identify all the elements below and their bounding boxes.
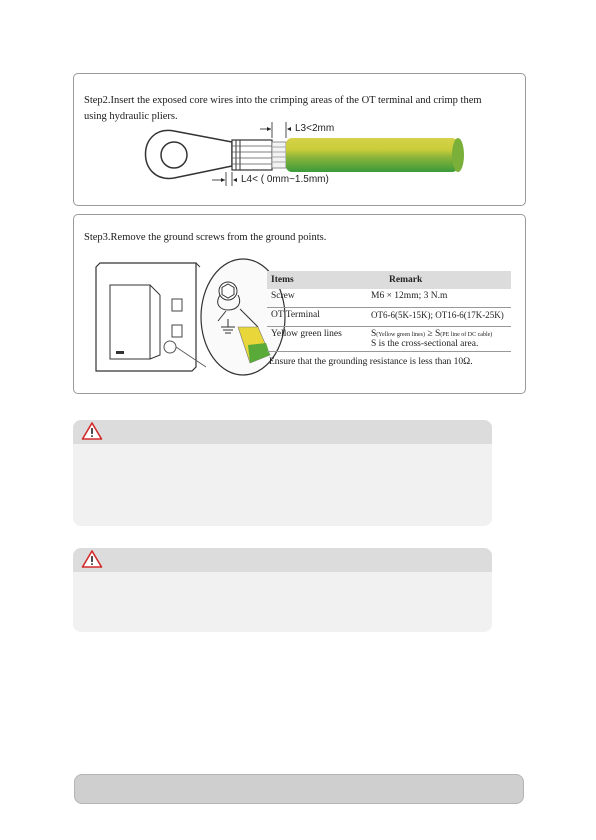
yg-sub2: (PE line of DC cable): [440, 332, 493, 338]
warning-triangle-icon: [81, 549, 103, 574]
table-cell-remark: M6 × 12mm; 3 N.m: [367, 289, 511, 308]
step3-panel: [73, 214, 526, 394]
grounding-note: Ensure that the grounding resistance is less than 10Ω.: [269, 357, 473, 367]
warning-triangle-icon: [81, 421, 103, 446]
step2-text-line1: Step2.Insert the exposed core wires into the crimping areas of the OT terminal and crimp them: [84, 95, 482, 106]
step2-text-line2: using hydraulic pliers.: [84, 111, 178, 122]
warning-header: [73, 420, 492, 444]
table-cell-remark: [367, 327, 511, 352]
step2-panel: [73, 73, 526, 206]
table-cell-remark: OT6-6(5K-15K); OT16-6(17K-25K): [367, 308, 511, 327]
table-row: [267, 327, 511, 352]
yg-operator: ≥: [425, 329, 435, 339]
table-cell-item: Yellow green lines: [267, 327, 367, 352]
yg-s1: S: [371, 329, 377, 339]
table-cell-item: Screw: [267, 289, 367, 308]
table-header-items: Items: [267, 271, 367, 289]
table-header-remark: Remark: [367, 271, 511, 289]
step3-text: Step3.Remove the ground screws from the ground points.: [84, 232, 327, 243]
l3-dimension-label: L3<2mm: [295, 123, 335, 134]
table-row: [267, 308, 511, 327]
yg-sub1: (Yellow green lines): [376, 332, 426, 338]
warning-box-2: [73, 548, 492, 632]
l4-dimension-label: L4< ( 0mm~1.5mm): [241, 174, 329, 185]
warning-header: [73, 548, 492, 572]
yg-line2: S is the cross-sectional area.: [371, 339, 479, 349]
table-cell-item: OT Terminal: [267, 308, 367, 327]
table-row: [267, 289, 511, 308]
yg-s2: S: [434, 329, 441, 339]
ot-terminal-crimp-diagram: [74, 74, 525, 205]
ground-spec-table: [267, 271, 511, 352]
table-header-row: [267, 271, 511, 289]
inverter-ground-point-illustration: [88, 255, 288, 395]
warning-box-1: [73, 420, 492, 526]
page-footer-bar: [74, 774, 524, 804]
